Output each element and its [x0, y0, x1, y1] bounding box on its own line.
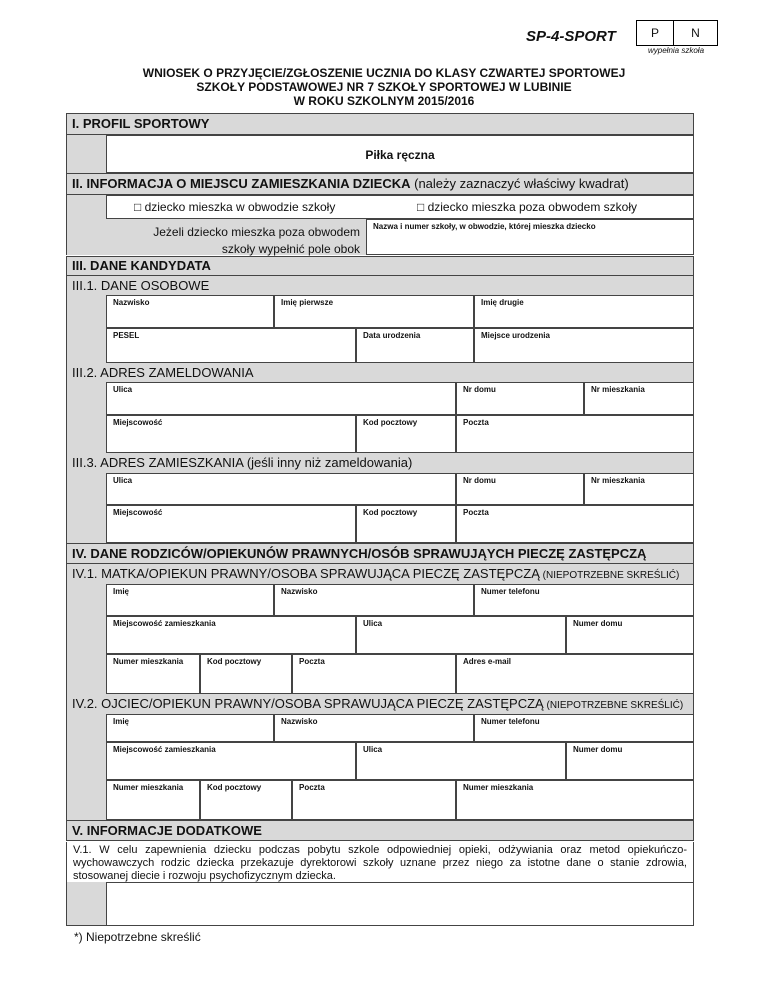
- mother-street-field[interactable]: [356, 616, 566, 654]
- section-4-title: IV. DANE RODZICÓW/OPIEKUNÓW PRAWNYCH/OSÓB SPRAWUJĄYCH PIECZĘ ZASTĘPCZĄ: [66, 543, 694, 564]
- section-3-2-title: III.2. ADRES ZAMELDOWANIA: [66, 363, 694, 382]
- instruction-line-2: szkoły wypełnić pole obok: [221, 242, 360, 256]
- father-phone-label: Numer telefonu: [481, 717, 540, 726]
- res-house-no-label: Nr domu: [463, 476, 496, 485]
- mother-phone-field[interactable]: [474, 584, 694, 616]
- section-4-1-note: (NIEPOTRZEBNE SKREŚLIĆ): [539, 570, 680, 581]
- section-5-title: V. INFORMACJE DODATKOWE: [66, 820, 694, 841]
- father-flat-no-field[interactable]: [106, 780, 200, 820]
- section-1-title: I. PROFIL SPORTOWY: [66, 113, 694, 135]
- father-flat-no-2-field[interactable]: [456, 780, 694, 820]
- section-2-heading: II. INFORMACJA O MIEJSCU ZAMIESZKANIA DZIECKA: [72, 176, 411, 191]
- form-title: [0, 66, 768, 108]
- mother-name-label: Imię: [113, 587, 130, 596]
- reg-street-field[interactable]: [106, 382, 456, 415]
- reg-town-label: Miejscowość: [113, 418, 163, 427]
- res-flat-no-label: Nr mieszkania: [591, 476, 645, 485]
- reg-house-no-label: Nr domu: [463, 385, 496, 394]
- out-district-instruction: [110, 224, 360, 258]
- mother-house-no-field[interactable]: [566, 616, 694, 654]
- mother-town-field[interactable]: [106, 616, 356, 654]
- mother-house-no-label: Numer domu: [573, 619, 623, 628]
- birth-date-label: Data urodzenia: [363, 331, 421, 340]
- second-name-field[interactable]: [474, 295, 694, 328]
- section-2-note: (należy zaznaczyć właściwy kwadrat): [410, 176, 629, 191]
- res-town-label: Miejscowość: [113, 508, 163, 517]
- reg-postcode-field[interactable]: [356, 415, 456, 453]
- birth-place-field[interactable]: [474, 328, 694, 363]
- mother-flat-no-label: Numer mieszkania: [113, 657, 184, 666]
- section-3-title: III. DANE KANDYDATA: [66, 256, 694, 276]
- reg-flat-no-field[interactable]: [584, 382, 694, 415]
- mother-post-office-label: Poczta: [299, 657, 325, 666]
- birth-place-label: Miejsce urodzenia: [481, 331, 550, 340]
- section-5-text: V.1. W celu zapewnienia dziecku podczas pobytu szkole odpowiedniej opieki, odżywiania oraz metod opiekuńczo-wychowawczych rodzic dziecka przekazuje dyrektorowi szkoły uznane przez niego za istotne dane o stanie zdrowia, stosowanej diecie i rozwoju psychofizycznym dziecka.: [66, 842, 694, 882]
- form-code: SP-4-SPORT: [526, 28, 616, 45]
- district-school-field[interactable]: [366, 219, 694, 255]
- district-school-label: Nazwa i numer szkoły, w obwodzie, której mieszka dziecko: [373, 222, 596, 231]
- instruction-line-1: Jeżeli dziecko mieszka poza obwodem: [153, 225, 360, 239]
- father-flat-no-label: Numer mieszkania: [113, 783, 184, 792]
- section-4-1-title: [66, 564, 694, 584]
- reg-postcode-label: Kod pocztowy: [363, 418, 418, 427]
- father-postcode-label: Kod pocztowy: [207, 783, 262, 792]
- mother-postcode-field[interactable]: [200, 654, 292, 694]
- res-postcode-label: Kod pocztowy: [363, 508, 418, 517]
- father-house-no-field[interactable]: [566, 742, 694, 780]
- reg-house-no-field[interactable]: [456, 382, 584, 415]
- mother-postcode-label: Kod pocztowy: [207, 657, 262, 666]
- mother-town-label: Miejscowość zamieszkania: [113, 619, 216, 628]
- res-street-field[interactable]: [106, 473, 456, 505]
- father-name-label: Imię: [113, 717, 130, 726]
- title-line-3: W ROKU SZKOLNYM 2015/2016: [293, 94, 475, 108]
- father-surname-field[interactable]: [274, 714, 474, 742]
- res-town-field[interactable]: [106, 505, 356, 543]
- section-4-1-heading: IV.1. MATKA/OPIEKUN PRAWNY/OSOBA SPRAWUJĄCA PIECZĘ ZASTĘPCZĄ: [72, 566, 540, 581]
- res-post-office-field[interactable]: [456, 505, 694, 543]
- mother-surname-field[interactable]: [274, 584, 474, 616]
- father-postcode-field[interactable]: [200, 780, 292, 820]
- reg-post-office-field[interactable]: [456, 415, 694, 453]
- second-name-label: Imię drugie: [481, 298, 524, 307]
- mother-surname-label: Nazwisko: [281, 587, 318, 596]
- father-post-office-label: Poczta: [299, 783, 325, 792]
- res-house-no-field[interactable]: [456, 473, 584, 505]
- surname-label: Nazwisko: [113, 298, 150, 307]
- title-line-1: WNIOSEK O PRZYJĘCIE/ZGŁOSZENIE UCZNIA DO KLASY CZWARTEJ SPORTOWEJ: [142, 66, 626, 80]
- father-town-label: Miejscowość zamieszkania: [113, 745, 216, 754]
- father-flat-no-2-label: Numer mieszkania: [463, 783, 534, 792]
- father-street-field[interactable]: [356, 742, 566, 780]
- father-post-office-field[interactable]: [292, 780, 456, 820]
- first-name-field[interactable]: [274, 295, 474, 328]
- mother-post-office-field[interactable]: [292, 654, 456, 694]
- mother-name-field[interactable]: [106, 584, 274, 616]
- section-2-title: [66, 173, 694, 195]
- section-4-2-heading: IV.2. OJCIEC/OPIEKUN PRAWNY/OSOBA SPRAWUJĄCA PIECZĘ ZASTĘPCZĄ: [72, 696, 544, 711]
- filled-by-note: wypełnia szkoła: [648, 46, 705, 55]
- father-name-field[interactable]: [106, 714, 274, 742]
- mother-phone-label: Numer telefonu: [481, 587, 540, 596]
- section-4-2-title: [66, 694, 694, 714]
- surname-field[interactable]: [106, 295, 274, 328]
- reg-town-field[interactable]: [106, 415, 356, 453]
- reg-post-office-label: Poczta: [463, 418, 489, 427]
- mother-street-label: Ulica: [363, 619, 383, 628]
- reg-flat-no-label: Nr mieszkania: [591, 385, 645, 394]
- mother-email-label: Adres e-mail: [463, 657, 512, 666]
- res-post-office-label: Poczta: [463, 508, 489, 517]
- section-4-2-note: (NIEPOTRZEBNE SKREŚLIĆ): [543, 700, 684, 711]
- father-town-field[interactable]: [106, 742, 356, 780]
- section-3-3-title: III.3. ADRES ZAMIESZKANIA (jeśli inny niż zameldowania): [66, 453, 694, 473]
- reg-street-label: Ulica: [113, 385, 133, 394]
- birth-date-field[interactable]: [356, 328, 474, 363]
- first-name-label: Imię pierwsze: [281, 298, 334, 307]
- father-street-label: Ulica: [363, 745, 383, 754]
- father-surname-label: Nazwisko: [281, 717, 318, 726]
- box-p: P: [636, 20, 674, 46]
- pesel-field[interactable]: [106, 328, 356, 363]
- footnote: *) Niepotrzebne skreślić: [74, 930, 201, 944]
- title-line-2: SZKOŁY PODSTAWOWEJ NR 7 SZKOŁY SPORTOWEJ W LUBINIE: [196, 80, 572, 94]
- out-district-checkbox[interactable]: □ dziecko mieszka poza obwodem szkoły: [417, 200, 638, 214]
- box-n: N: [673, 20, 718, 46]
- pesel-label: PESEL: [113, 331, 140, 340]
- in-district-checkbox[interactable]: □ dziecko mieszka w obwodzie szkoły: [134, 200, 336, 214]
- father-phone-field[interactable]: [474, 714, 694, 742]
- res-postcode-field[interactable]: [356, 505, 456, 543]
- additional-info-field[interactable]: [106, 882, 694, 926]
- mother-flat-no-field[interactable]: [106, 654, 200, 694]
- section-3-1-title: III.1. DANE OSOBOWE: [66, 276, 694, 295]
- mother-email-field[interactable]: [456, 654, 694, 694]
- father-house-no-label: Numer domu: [573, 745, 623, 754]
- sport-profile-field[interactable]: Piłka ręczna: [106, 135, 694, 173]
- gray-margin: [66, 135, 106, 173]
- res-street-label: Ulica: [113, 476, 133, 485]
- res-flat-no-field[interactable]: [584, 473, 694, 505]
